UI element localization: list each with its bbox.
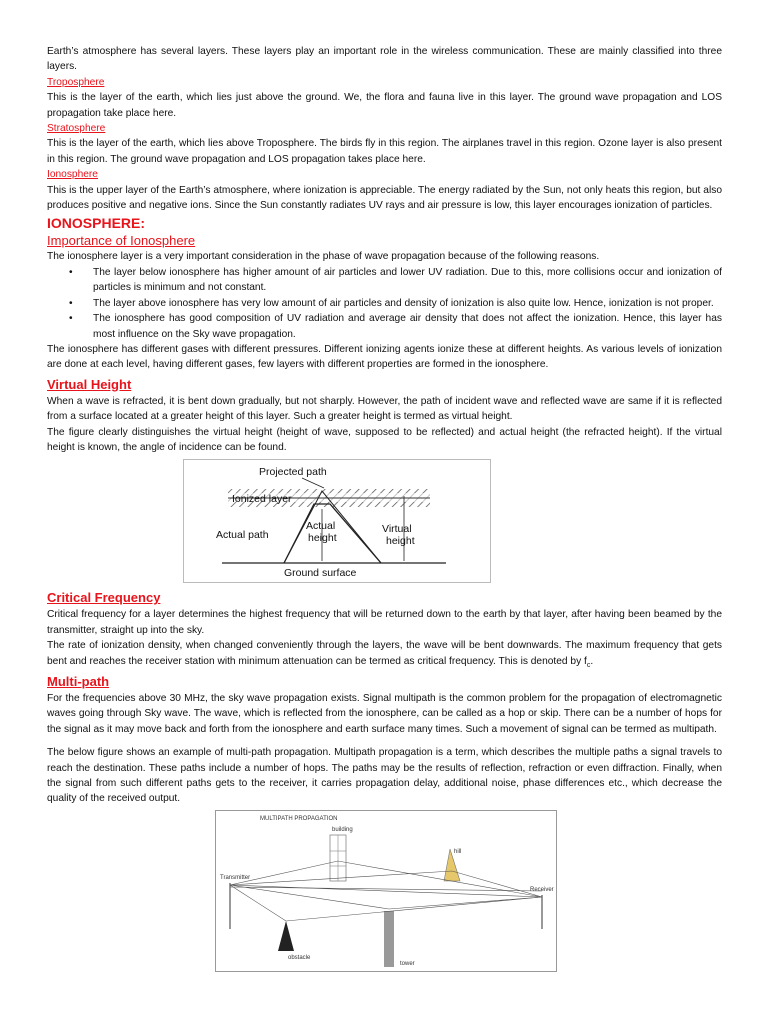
multipath-diagram	[216, 811, 556, 971]
list-item	[47, 265, 722, 296]
multipath-p2: The below figure shows an example of multi-path propagation. Multipath propagation is a term, which describes the multiple paths a signal travels to reach the destination. These paths include a number of hops. The paths may be the results of reflection, refraction or even diffraction. Finally, when the signal from such different paths gets to the receiver, it carries propagation delay, additional noise, phase differences etc., which decrease the quality of the received output.	[47, 747, 722, 805]
virtual-height-label-1: Virtual	[382, 523, 412, 536]
importance-subheading: Importance of Ionosphere	[47, 233, 196, 249]
ionosphere-closing: The ionosphere has different gases with different pressures. Different ionizing agents ionize these at different heights. As various levels of ionization are done at each level, having different gases, few layers with different properties are formed in the ionosphere.	[47, 343, 722, 371]
stratosphere-link[interactable]: Stratosphere	[47, 123, 106, 135]
bullet-glyph: •	[69, 313, 73, 325]
tower-label: tower	[400, 960, 415, 967]
list-item	[47, 311, 722, 342]
critical-frequency-heading: Critical Frequency	[47, 590, 161, 606]
multipath-p1: For the frequencies above 30 MHz, the sky wave propagation exists. Signal multipath is the common problem for the propagation of electromagnetic waves going through Sky wave. The wave, which is reflected from the ionosphere, can be called as a hop or skip. There can be a number of hops for the signal as it may move back and forth from the ionosphere and earth surface many times. Such a movement of signal can be termed as multipath.	[47, 693, 722, 735]
bullet-glyph: •	[69, 266, 73, 278]
ground-surface-label: Ground surface	[284, 567, 357, 580]
hill-label: hill	[454, 848, 462, 855]
ionosphere-text: This is the upper layer of the Earth’s atmosphere, where ionization is appreciable. The energy radiated by the Sun, not only heats this region, but also produces positive and negative ions. Since the Sun constantly radiates UV rays and air pressure is low, this layer encourages ionization of particles.	[47, 184, 722, 212]
projected-path-label: Projected path	[259, 466, 327, 479]
bullet-glyph: •	[69, 297, 73, 309]
ionized-layer-label: Ionized layer	[232, 493, 292, 506]
direct-path	[230, 885, 542, 897]
projected-path-pointer	[302, 478, 324, 488]
document-page	[47, 44, 722, 972]
virtual-height-figure	[183, 459, 491, 583]
multipath-title: MULTIPATH PROPAGATION	[260, 815, 338, 822]
critical-frequency-p2: The rate of ionization density, when changed conveniently through the layers, the wave will be bent downwards. The maximum frequency that gets bent and reaches the receiver station with minimum attenuation can be termed as critical frequency. This is denoted by $f_c$.	[47, 640, 722, 669]
virtual-height-diagram	[184, 460, 490, 582]
multipath-heading: Multi-path	[47, 674, 110, 689]
actual-path-label: Actual path	[216, 529, 269, 542]
virtual-height-p1: When a wave is refracted, it is bent down gradually, but not sharply. However, the path of incident wave and reflected wave are same if it is reflected from a surface located at a greater height of this layer. Such a greater height is termed as virtual height.	[47, 395, 722, 423]
importance-list	[47, 265, 722, 342]
transmitter-label: Transmitter	[220, 874, 251, 881]
ionosphere-lead: The ionosphere layer is a very important consideration in the phase of wave propagation because of the following reasons.	[47, 251, 600, 263]
troposphere-link[interactable]: Troposphere	[47, 76, 105, 88]
list-item-text: The layer above ionosphere has very low amount of air particles and density of ionization is also quite low. Hence, ionization is not proper.	[93, 297, 714, 309]
list-item-text: The ionosphere has good composition of UV radiation and average air density that does not affect the ionization. Hence, this layer has most influence on the Sky wave propagation.	[93, 313, 722, 340]
multipath-figure	[215, 810, 557, 972]
building-path	[230, 861, 542, 897]
obstacle-label: obstacle	[288, 954, 311, 961]
list-item	[47, 296, 722, 311]
intro-paragraph: Earth’s atmosphere has several layers. These layers play an important role in the wireless communication. These are mainly classified into three layers.	[47, 46, 722, 73]
ionosphere-link[interactable]: Ionosphere	[47, 169, 98, 181]
virtual-height-p2: The figure clearly distinguishes the virtual height (height of wave, supposed to be reflected) and actual height (the refracted height). If the virtual height is known, the angle of incidence can be found.	[47, 426, 722, 453]
troposphere-text: This is the layer of the earth, which lies just above the ground. We, the flora and fauna live in this layer. The ground wave propagation and LOS propagation take place here.	[47, 92, 722, 119]
tower-shape	[384, 911, 394, 967]
ionosphere-heading: IONOSPHERE:	[47, 215, 146, 232]
actual-height-label-1: Actual	[306, 520, 336, 533]
list-item-text: The layer below ionosphere has higher amount of air particles and lower UV radiation. Due to this, more collisions occur and ionization of particles is minimum and not constant.	[93, 266, 722, 294]
virtual-height-label-2: height	[386, 535, 415, 548]
critical-frequency-p1: Critical frequency for a layer determines the highest frequency that will be returned down to the earth by that layer, after having been beamed by the transmitter, straight up into the sky.	[47, 609, 722, 636]
stratosphere-text: This is the layer of the earth, which lies above Troposphere. The birds fly in this region. The airplanes travel in this region. Ozone layer is also present in this region. The ground wave propagation and LOS propagation takes place here.	[47, 138, 722, 165]
receiver-label: Receiver	[530, 886, 554, 893]
building-label: building	[332, 826, 353, 833]
actual-height-label-2: height	[308, 532, 337, 545]
obstacle-shape	[278, 921, 294, 951]
virtual-height-heading: Virtual Height	[47, 376, 132, 392]
